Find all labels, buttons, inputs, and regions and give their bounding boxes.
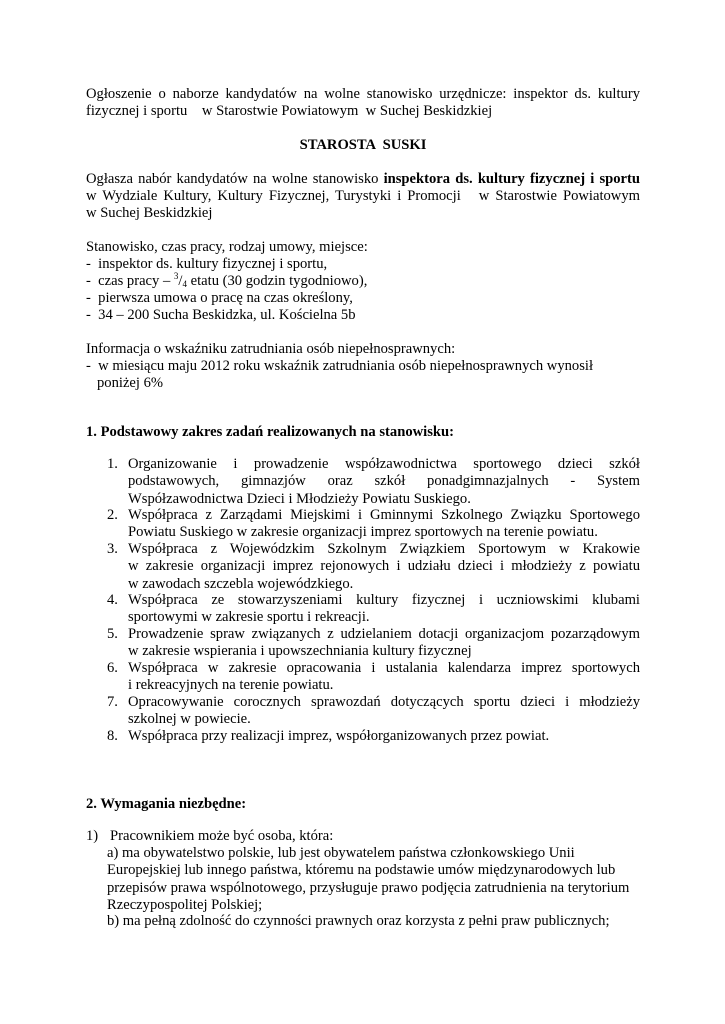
position-info-heading: Stanowisko, czas pracy, rodzaj umowy, miejsce: — [86, 239, 368, 255]
list-item-number: 2. — [107, 507, 118, 523]
list-item-number: 3. — [107, 541, 118, 557]
requirement-sub-line: Europejskiej lub innego państwa, któremu na podstawie umów międzynarodowych lub — [107, 862, 616, 879]
list-item-line: Współpraca z Wojewódzkim Szkolnym Związkiem Sportowym w Krakowie — [128, 541, 640, 557]
list-item-line: Prowadzenie spraw związanych z udzielaniem dotacji organizacjom pozarządowym — [128, 626, 640, 642]
list-item-line: w zakresie organizacji imprez rejonowych i udziału dzieci i młodzieży z powiatu — [128, 558, 640, 575]
list-item — [107, 592, 640, 627]
list-item-line: Współpraca ze stowarzyszeniami kultury fizycznej i uczniowskimi klubami — [128, 592, 640, 608]
list-item-line: Organizowanie i prowadzenie współzawodnictwa sportowego dzieci szkół — [128, 456, 640, 472]
section-1-heading: 1. Podstawowy zakres zadań realizowanych na stanowisku: — [86, 424, 454, 440]
list-item — [107, 456, 640, 508]
intro-prefix: Ogłasza nabór kandydatów na wolne stanowisko — [86, 171, 384, 187]
list-item-line: i rekreacyjnych na terenie powiatu. — [128, 677, 334, 694]
list-item-line: Współpraca w zakresie opracowania i ustalania kalendarza imprez sportowych — [128, 660, 640, 676]
requirement-text: Pracownikiem może być osoba, która: — [110, 828, 334, 844]
page-title: STAROSTA SUSKI — [299, 137, 427, 153]
list-item — [107, 694, 640, 729]
intro-line-3: w Suchej Beskidzkiej — [86, 205, 213, 221]
list-item-number: 1. — [107, 456, 118, 472]
list-item-line: Współpraca z Zarządami Miejskimi i Gminnymi Szkolnego Związku Sportowego — [128, 507, 640, 523]
requirement-sub-b: b) ma pełną zdolność do czynności prawnych oraz korzysta z pełni praw publicznych; — [107, 913, 610, 929]
header-line-2: fizycznej i sportu w Starostwie Powiatowym w Suchej Beskidzkiej — [86, 103, 493, 119]
requirement-sub-line: przepisów prawa wspólnotowego, przysługuje prawo podjęcia zatrudnienia na terytorium — [107, 879, 630, 896]
requirement-number: 1) — [86, 828, 99, 844]
list-item — [107, 626, 640, 661]
worktime-prefix: - czas pracy – — [86, 273, 174, 289]
position-info-item — [86, 273, 640, 290]
list-item-number: 5. — [107, 626, 118, 642]
employment-info-heading: Informacja o wskaźniku zatrudniania osób niepełnosprawnych: — [86, 341, 456, 357]
section-2-heading: 2. Wymagania niezbędne: — [86, 796, 247, 812]
position-info-item: - inspektor ds. kultury fizycznej i sportu, — [86, 256, 328, 272]
list-item-number: 8. — [107, 728, 118, 744]
fraction-numerator: 3 — [173, 271, 179, 281]
list-item-number: 6. — [107, 660, 118, 676]
employment-info-line-2: poniżej 6% — [97, 375, 164, 391]
list-item-line: w zawodach szczebla wojewódzkiego. — [128, 575, 354, 592]
requirement-sub-a — [107, 845, 640, 914]
fraction-slash: / — [178, 273, 183, 289]
list-item — [107, 728, 640, 746]
list-item-number: 4. — [107, 592, 118, 608]
intro-line-1 — [86, 171, 640, 188]
position-info-item: - pierwsza umowa o pracę na czas określony, — [86, 290, 353, 306]
list-item-line: szkolnej w powiecie. — [128, 711, 251, 728]
intro-position-name: inspektora ds. kultury fizycznej i sportu — [383, 171, 640, 187]
list-item-line: w zakresie wspierania i upowszechniania kultury fizycznej — [128, 643, 472, 660]
list-item-number: 7. — [107, 694, 118, 710]
requirement-sub-line: Rzeczypospolitej Polskiej; — [107, 896, 263, 913]
list-item — [107, 507, 640, 542]
list-item-line: Współzawodnictwa Dzieci i Młodzieży Powiatu Suskiego. — [128, 490, 471, 507]
employment-info-line-1: - w miesiącu maju 2012 roku wskaźnik zatrudniania osób niepełnosprawnych wynosił — [86, 358, 594, 374]
list-item — [107, 541, 640, 593]
requirement-sub-line: a) ma obywatelstwo polskie, lub jest obywatelem państwa członkowskiego Unii — [107, 845, 575, 861]
list-item-line: Powiatu Suskiego w zakresie organizacji imprez sportowych na terenie powiatu. — [128, 524, 598, 541]
header-line-1: Ogłoszenie o naborze kandydatów na wolne stanowisko urzędnicze: inspektor ds. kultury — [86, 86, 640, 102]
worktime-suffix: etatu (30 godzin tygodniowo), — [186, 273, 368, 289]
position-info-item: - 34 – 200 Sucha Beskidzka, ul. Kościelna 5b — [86, 307, 356, 323]
list-item — [107, 660, 640, 695]
list-item-line: Współpraca przy realizacji imprez, współorganizowanych przez powiat. — [128, 728, 550, 744]
list-item-line: Opracowywanie corocznych sprawozdań dotyczących sportu dzieci i młodzieży — [128, 694, 640, 710]
list-item-line: sportowymi w zakresie sportu i rekreacji. — [128, 609, 370, 626]
list-item-line: podstawowych, gimnazjów oraz szkół ponadgimnazjalnych - System — [128, 473, 640, 490]
intro-line-2: w Wydziale Kultury, Kultury Fizycznej, Turystyki i Promocji w Starostwie Powiatowym — [86, 188, 640, 204]
fraction-denominator: 4 — [182, 279, 187, 289]
